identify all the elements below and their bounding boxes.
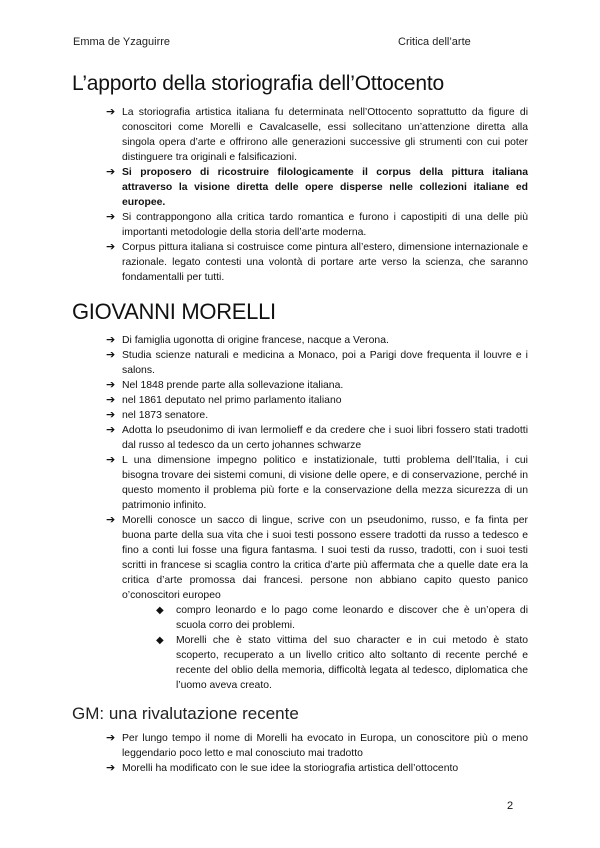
header-author: Emma de Yzaguirre	[73, 36, 171, 48]
section-morelli-body	[72, 333, 528, 693]
arrow-icon: ➔	[106, 334, 116, 346]
diamond-icon: ◆	[156, 635, 164, 646]
arrow-icon: ➔	[106, 241, 116, 253]
list-item: ➔ Per lungo tempo il nome di Morelli ha evocato in Europa, un conoscitore più o meno leggendario poco letto e mal conosciuto mai tradotto	[106, 732, 528, 759]
list-item: ◆ Morelli che è stato vittima del suo character e in cui metodo è stato scoperto, recuperato a un livello critico alto soltanto di recente perché e recente del oblio della memoria, difficoltà legata al tedesco, diplomatica che l’uomo aveva creato.	[156, 635, 528, 691]
list-item: ➔ nel 1861 deputato nel primo parlamento italiano	[106, 394, 342, 406]
section-ottocento	[72, 72, 528, 96]
arrow-icon: ➔	[106, 394, 116, 406]
section-title: GM: una rivalutazione recente	[72, 704, 299, 723]
section-title: GIOVANNI MORELLI	[72, 299, 276, 324]
list-item: ◆ compro leonardo e lo pago come leonardo e discover che è un’opera di scuola corro dei problemi.	[156, 605, 528, 631]
diamond-icon: ◆	[156, 605, 164, 616]
arrow-icon: ➔	[106, 454, 116, 466]
list-item: ➔ Si proposero di ricostruire filologicamente il corpus della pittura italiana attraverso la visione diretta delle opere disperse nelle collezioni italiane ed europee.	[106, 166, 528, 208]
section-morelli	[72, 299, 528, 325]
arrow-icon: ➔	[106, 349, 116, 361]
arrow-icon: ➔	[106, 762, 116, 774]
arrow-icon: ➔	[106, 514, 116, 526]
list-item: ➔ Morelli ha modificato con le sue idee la storiografia artistica dell’ottocento	[106, 762, 459, 774]
list-item: ➔ Studia scienze naturali e medicina a Monaco, poi a Parigi dove frequenta il louvre e i salons.	[106, 349, 528, 376]
list-item: ➔ Morelli conosce un sacco di lingue, scrive con un pseudonimo, russo, e fa finta per buona parte della sua vita che i suoi testi possono essere tradotti da russo a tedesco e fino a conti lui fosse una figura fantasma. I suoi testi da russo, tradotti, con i suoi testi scritti in francese si scaglia contro la critica d’arte più affermata che a quelle date era la critica d’arte promossa dai francesi. persone non abbiano capito questo panico o’conoscitori europeo	[106, 514, 528, 601]
section-ottocento-body	[72, 105, 528, 285]
list-item: ➔ Si contrappongono alla critica tardo romantica e furono i capostipiti di una delle più importanti metodologie della storia dell’arte moderna.	[106, 211, 528, 238]
list-item: ➔ Di famiglia ugonotta di origine francese, nacque a Verona.	[106, 334, 389, 346]
section-title: L’apporto della storiografia dell’Ottocento	[72, 72, 444, 95]
arrow-icon: ➔	[106, 106, 116, 118]
arrow-icon: ➔	[106, 409, 116, 421]
arrow-icon: ➔	[106, 379, 116, 391]
list-item: ➔ nel 1873 senatore.	[106, 409, 209, 421]
list-item: ➔ Corpus pittura italiana si costruisce come pintura all’estero, dimensione internazionale e razionale. legato contesti una volontà di portare arte verso la scienza, che saranno fondamentalli per tutti.	[106, 241, 528, 283]
list-item: ➔ L una dimensione impegno politico e instatizionale, tutti problema dell’Italia, i cui bisogna trovare dei sistemi comuni, di visione delle opere, e di conservazione, perché in questo momento il problema più forte e la conservazione della mezza sicurezza di un patrimonio infinito.	[106, 454, 528, 511]
bullet-list	[72, 333, 528, 603]
arrow-icon: ➔	[106, 424, 116, 436]
list-item: ➔ La storiografia artistica italiana fu determinata nell’Ottocento soprattutto da figure di conoscitori come Morelli e Cavalcaselle, essi sollecitano un’attenzione diretta alla singola opera d’arte e offrirono alle generazioni successive gli strumenti con cui poter distinguere tra originali e falsificazioni.	[106, 106, 528, 163]
list-item: ➔ Nel 1848 prende parte alla sollevazione italiana.	[106, 379, 344, 391]
sub-bullet-list	[72, 603, 528, 693]
arrow-icon: ➔	[106, 211, 116, 223]
section-rivalutazione	[72, 704, 528, 724]
header-course: Critica dell’arte	[398, 36, 471, 48]
bullet-list	[72, 731, 528, 776]
list-item: ➔ Adotta lo pseudonimo di ivan lermolieff e da credere che i suoi libri fossero stati tradotti dal russo al tedesco da un certo johannes schwarze	[106, 424, 528, 451]
arrow-icon: ➔	[106, 166, 116, 178]
bullet-list	[72, 105, 528, 285]
page-number: 2	[507, 800, 514, 812]
arrow-icon: ➔	[106, 732, 116, 744]
section-rivalutazione-body	[72, 731, 528, 776]
